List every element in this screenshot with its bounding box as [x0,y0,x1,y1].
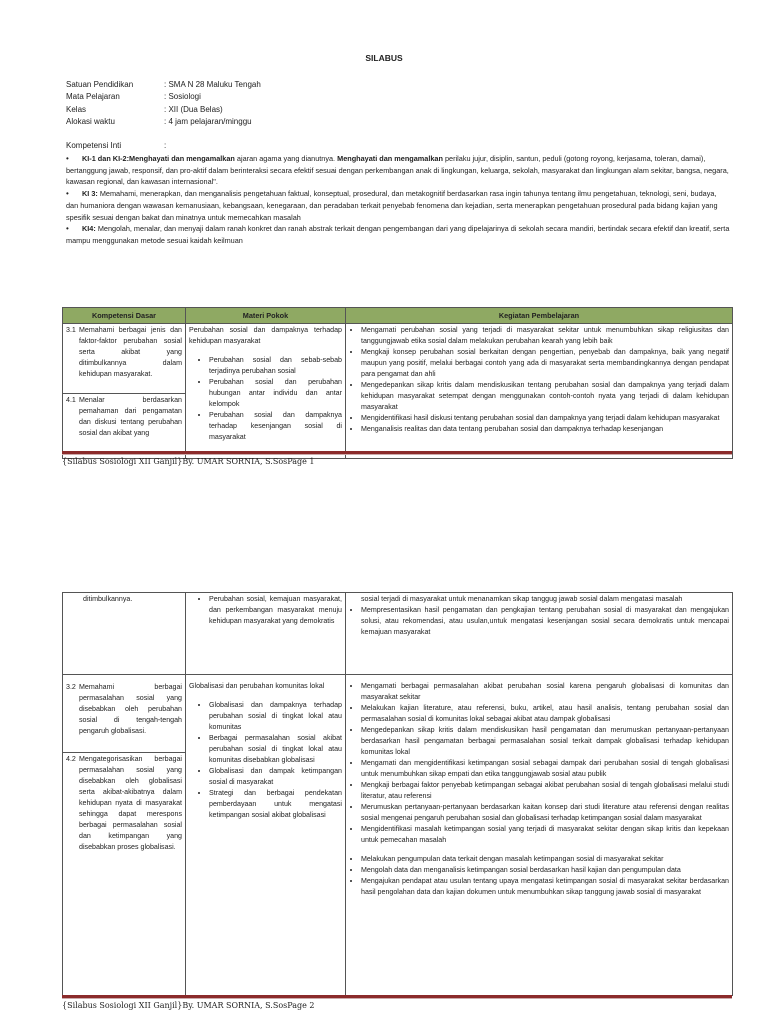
list-item: • Mengkaji konsep perubahan sosial berkaitan dengan pengertian, penyebab dan dampaknya, baik yang negatif maupun yang positif, melalui berbagai contoh yang ada di masyarakat serta membandingkannya dengan pendapat para pengamat dan ahli [361,347,729,380]
ki4-label: KI4: [82,224,96,234]
ki-item-4 [66,223,730,246]
list-item: • Mengamati dan mengidentifikasi ketimpangan sosial sebagai dampak dari perubahan sosial di tengah globalisasi untuk menumbuhkan sikap empati dan etika tanggungjawab sosial atau publik [361,758,729,780]
meta-row [66,91,261,103]
header-materi-pokok: Materi Pokok [186,308,346,324]
ki3-label: KI 3: [82,189,98,199]
materi-cell [186,593,346,675]
list-item: • Merumuskan pertanyaan-pertanyaan berdasarkan kaitan konsep dari studi literature atau referensi dengan realitas sosial mengenai pengaruh perubahan sosial dan globalisasi terhadap ketimpangan sosial dalam masyarakat [361,802,729,824]
list-item: • Melakukan kajian literature, atau referensi, buku, artikel, atau hasil analisis, tentang perubahan sosial dan permasalahan sosial di komunitas lokal sebagai akibat atau dampak globalisasi [361,703,729,725]
kegiatan-list-b [349,854,729,906]
page-footer-2 [62,995,732,1010]
meta-value: : Sosiologi [164,92,201,102]
kegiatan-cell [346,675,733,996]
kd-item [63,393,185,458]
ki1-label: KI-1 dan KI-2:Menghayati dan mengamalkan [82,154,235,163]
kegiatan-cell [346,593,733,675]
list-item: • Melakukan pengumpulan data terkait dengan masalah ketimpangan sosial di masyarakat sekitar [361,854,729,865]
list-item: • Mengedepankan sikap kritis dalam mendiskusikan hasil pengamatan dan merumuskan pertanyaan-pertanyaan berdasarkan hasil pengamatan berbagai permasalahan sosial terkait dampak globalisasi terhadap kehidupan komunitas lokal [361,725,729,758]
meta-value: : 4 jam pelajaran/minggu [164,116,252,126]
materi-list [189,594,342,627]
list-item: • Mengidentifikasi hasil diskusi tentang perubahan sosial dan dampaknya yang terjadi dalam kehidupan masyarakat [361,413,729,424]
document-title: SILABUS [365,53,403,63]
ki-item-3 [66,188,730,223]
list-item: • Mengedepankan sikap kritis dalam mendiskusikan tentang perubahan sosial dan dampaknya yang terjadi dalam kehidupan masyarakat setempat dengan menggunakan contoh-contoh nyata yang terjadi di dalam kehidupan masyarakat [361,380,729,413]
list-item: • Perubahan sosial, kemajuan masyarakat, dan perkembangan masyarakat menuju kehidupan masyarakat yang demokratis [209,594,342,627]
kd-number: 3.2 [66,683,76,691]
kd-text: Memahami berbagai jenis dan faktor-faktor perubahan sosial serta akibat yang ditimbulkannya dalam kehidupan masyarakat. [79,326,182,378]
meta-value: : SMA N 28 Maluku Tengah [164,80,261,89]
ki1-text-b: perilaku jujur, disiplin, santun, peduli (gotong royong, kerjasama, toleran, damai), bertanggung jawab, responsif, dan pro-aktif dalam berinteraksi secara efektif sesuai dengan perkembangan anak di lingkungan, keluarga, sekolah, masyarakat dan lingkungan alam sekitar, bangsa, negara, kawasan regional, dan kawasan internasional". [66,154,729,187]
footer-text: {Silabus Sosiologi XII Ganjil}By. UMAR SORNIA, S.SosPage 1 [62,457,315,466]
meta-row [66,116,261,128]
kd-text: Memahami berbagai permasalahan sosial yang disebabkan oleh perubahan sosial di tengah-tengah pengaruh globalisasi. [79,683,182,735]
list-item: • Mempresentasikan hasil pengamatan dan pengkajian tentang perubahan sosial di masyarakat dan mengajukan solusi, atau rekomendasi, atau usulan,untuk mengatasi kesenjangan sosial secara demokratis untuk mencapai kemajuan masyarakat [361,605,729,638]
meta-row [66,104,261,116]
materi-intro: Perubahan sosial dan dampaknya terhadap kehidupan masyarakat [189,326,342,345]
syllabus-table-page2 [62,592,733,996]
kd-text: Menalar berdasarkan pemahaman dari pengamatan dan diskusi tentang perubahan sosial dan akibat yang [79,396,182,437]
ki4-text: Mengolah, menalar, dan menyaji dalam ranah konkret dan ranah abstrak terkait dengan pengembangan dari yang dipelajarinya di sekolah secara mandiri, bertindak secara efektif dan kreatif, serta mampu menggunakan metode sesuai kaidah keilmuan [66,224,730,245]
meta-label: Satuan Pendidikan [66,80,134,89]
list-item: • Mengkaji berbagai faktor penyebab ketimpangan sebagai akibat perubahan sosial di tengah globalisasi melalui studi literatur, atau referensi [361,780,729,802]
kd-number: 4.1 [66,396,76,404]
kd-number: 4.2 [66,755,76,763]
table-row [63,593,733,675]
materi-list [189,700,342,821]
kd-item [66,325,182,393]
kd-cell [63,675,186,996]
meta-label: Kelas [66,104,87,114]
list-item: • Mengidentifikasi masalah ketimpangan sosial yang terjadi di masyarakat sekitar dengan sikap kritis dan kepekaan untuk pemecahan masalah [361,824,729,846]
meta-value: : XII (Dua Belas) [164,104,223,114]
list-item: • Perubahan sosial dan dampaknya terhadap kesenjangan sosial di masyarakat [209,410,342,443]
materi-intro: Globalisasi dan perubahan komunitas lokal [189,682,325,690]
meta-row [66,79,261,91]
bullet-icon: • [66,154,69,163]
kd-cell [63,593,186,675]
kd-text: ditimbulkannya. [83,595,133,603]
list-item: • Mengamati perubahan sosial yang terjadi di masyarakat sekitar untuk menumbuhkan sikap religiusitas dan tanggungjawab etika sosial dalam melakukan perubahan kearah yang lebih baik [361,325,729,347]
list-item: • Mengamati berbagai permasalahan akibat perubahan sosial karena pengaruh globalisasi di komunitas dan masyarakat sekitar [361,681,729,703]
table-row [63,675,733,996]
kd-item [66,676,182,752]
page-footer-1 [62,451,732,466]
list-item: • Perubahan sosial dan sebab-sebab terjadinya perubahan sosial [209,355,342,377]
list-item: • Mengajukan pendapat atau usulan tentang upaya mengatasi ketimpangan sosial di masyarakat sekitar berdasarkan hasil pengolahan data dan kajian dokumen untuk menumbuhkan sikap tanggung jawab sosial di masyarakat [361,876,729,898]
table-header-row [63,308,733,324]
syllabus-table-page1 [62,307,733,459]
header-kegiatan: Kegiatan Pembelajaran [346,308,733,324]
list-item: • Berbagai permasalahan sosial akibat perubahan sosial di tingkat lokal atau komunitas disebabkan globalisasi [209,733,342,766]
ki-list [66,153,730,247]
kegiatan-continued: sosial terjadi di masyarakat untuk menanamkan sikap tanggug jawab sosial dalam mengatasi masalah [361,595,683,603]
kd-text: Mengategorisasikan berbagai permasalahan sosial yang disebabkan oleh globalisasi serta akibat-akibatnya dalam kehidupan nyata di masyarakat sehingga dapat merespons berbagai permasalahan sosial dan ketimpangan yang disebabkan proses globalisasi. [79,755,182,851]
meta-label: Mata Pelajaran [66,92,120,102]
ki-heading-label: Kompetensi Inti [66,141,122,150]
list-item: • Strategi dan berbagai pendekatan pemberdayaan untuk mengatasi ketimpangan sosial akibat globalisasi [209,788,342,821]
kd-number: 3.1 [66,326,76,334]
list-item: • Mengolah data dan menganalisis ketimpangan sosial berdasarkan hasil kajian dan pengumpulan data [361,865,729,876]
kegiatan-list [349,681,729,846]
materi-list [189,355,342,443]
footer-text: {Silabus Sosiologi XII Ganjil}By. UMAR SORNIA, S.SosPage 2 [62,1001,315,1010]
identity-block [66,79,261,128]
bullet-icon: • [66,189,69,199]
list-item: • Globalisasi dan dampak ketimpangan sosial di masyarakat [209,766,342,788]
ki-heading-colon: : [164,141,167,150]
kegiatan-list [349,325,729,435]
materi-cell [186,675,346,996]
materi-cell [186,324,346,459]
header-kompetensi-dasar: Kompetensi Dasar [63,308,186,324]
ki1-bold-b: Menghayati dan mengamalkan [337,154,443,163]
ki3-text: Memahami, menerapkan, dan menganalisis pengetahuan faktual, konseptual, prosedural, dan metakognitif berdasarkan rasa ingin tahunya tentang ilmu pengetahuan, teknologi, seni, budaya, dan humaniora dengan wawasan kemanusiaan, kebangsaan, kenegaraan, dan peradaban terkait penyebab fenomena dan kejadian, serta menerapkan pengetahuan prosedural pada bidang kajian yang spesifik sesuai dengan bakat dan minatnya untuk memecahkan masalah [66,189,718,222]
kd-cell [63,324,186,459]
kd-item [63,752,185,995]
kegiatan-cell [346,324,733,459]
list-item: • Perubahan sosial dan perubahan hubungan antar individu dan antar kelompok [209,377,342,410]
list-item: • Menganalisis realitas dan data tentang perubahan sosial dan dampaknya terhadap kesenjangan [361,424,729,435]
ki-item-1 [66,153,730,188]
ki1-text-a: ajaran agama yang dianutnya. [234,154,338,163]
ki-heading [66,141,167,150]
bullet-icon: • [66,224,69,234]
meta-label: Alokasi waktu [66,116,115,126]
table-row [63,324,733,459]
list-item: • Globalisasi dan dampaknya terhadap perubahan sosial di tingkat lokal atau komunitas [209,700,342,733]
kegiatan-list [349,605,729,638]
